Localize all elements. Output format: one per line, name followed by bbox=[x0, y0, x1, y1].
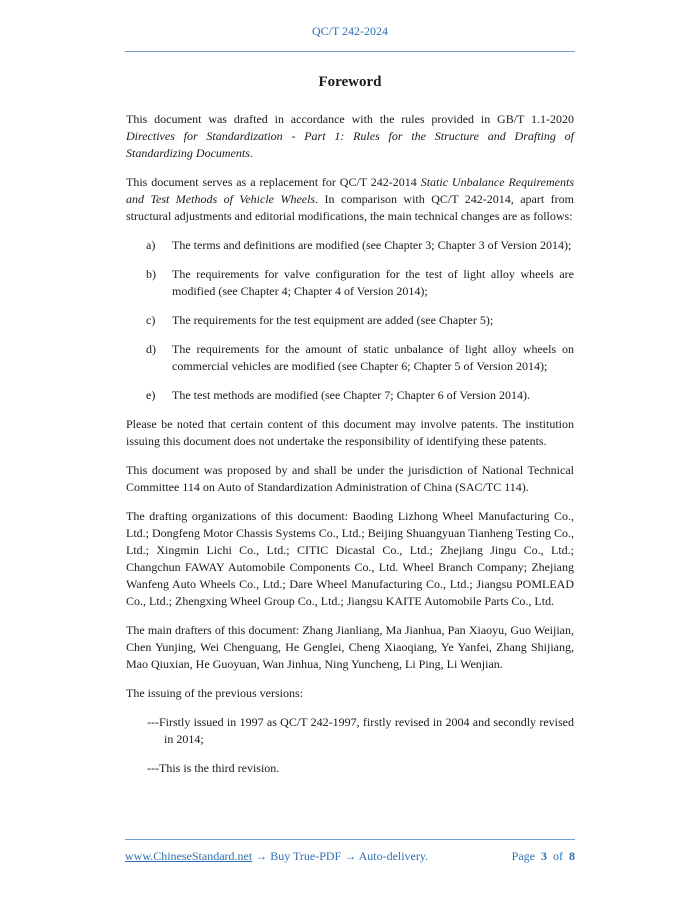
version-history-item: ---Firstly issued in 1997 as QC/T 242-1997, firstly revised in 2004 and secondly revised in 2014; bbox=[147, 715, 574, 746]
total-page-count: 8 bbox=[569, 849, 575, 863]
paragraph-previous-versions: The issuing of the previous versions: bbox=[126, 686, 303, 700]
cited-document-title: Directives for Standardization - Part 1: Rules for the Structure and Drafting of Standardizing Documents bbox=[126, 129, 574, 160]
list-item bbox=[146, 387, 574, 404]
list-item-text: The terms and definitions are modified (see Chapter 3; Chapter 3 of Version 2014); bbox=[172, 238, 572, 252]
list-marker: e) bbox=[146, 388, 156, 402]
document-number: QC/T 242-2024 bbox=[311, 24, 389, 38]
page-header bbox=[125, 24, 575, 52]
replaced-document-title: Static Unbalance Requirements and Test Methods of Vehicle Wheels bbox=[126, 175, 574, 206]
paragraph-proposed-by: This document was proposed by and shall be under the jurisdiction of National Technical Committee 114 on Auto of Standardization Administration of China (SAC/TC 114). bbox=[126, 463, 574, 494]
list-item bbox=[146, 266, 574, 300]
list-item-text: The requirements for the amount of static unbalance of light alloy wheels on commercial vehicles are modified (see Chapter 6; Chapter 5 of Version 2014); bbox=[172, 342, 574, 373]
page-indicator: Page 3 of 8 bbox=[511, 849, 575, 863]
list-marker: c) bbox=[146, 313, 156, 327]
footer-promo bbox=[125, 849, 428, 864]
list-marker: b) bbox=[146, 267, 156, 281]
list-item-text: The requirements for valve configuration for the test of light alloy wheels are modified (see Chapter 4; Chapter 4 of Version 2014); bbox=[172, 267, 574, 298]
paragraph-drafting-organizations: The drafting organizations of this document: Baoding Lizhong Wheel Manufacturing Co., Ltd.; Dongfeng Motor Chassis Systems Co., Ltd.; Beijing Shuangyuan Tianheng Testing Co., Ltd.; Xingmin Lichi Co., Ltd.; CITIC Dicastal Co., Ltd.; Zhejiang Jingu Co., Ltd.; Changchun FAWAY Automobile Components Co., Ltd. Wheel Branch Company; Zhejiang Wanfeng Auto Wheels Co., Ltd.; Dare Wheel Manufacturing Co., Ltd.; Jiangsu POMLEAD Co., Ltd.; Zhengxing Wheel Group Co., Ltd.; Jiangsu KAITE Automobile Parts Co., Ltd. bbox=[126, 509, 574, 608]
list-item-text: The requirements for the test equipment are added (see Chapter 5); bbox=[172, 313, 494, 327]
list-marker: d) bbox=[146, 342, 156, 356]
list-item bbox=[146, 312, 574, 329]
website-link[interactable]: www.ChineseStandard.net bbox=[125, 849, 253, 863]
current-page-number: 3 bbox=[541, 849, 547, 863]
list-item bbox=[146, 237, 574, 254]
paragraph-main-drafters: The main drafters of this document: Zhang Jianliang, Ma Jianhua, Pan Xiaoyu, Guo Weijian, Chen Yunjing, Wei Chenguang, He Genglei, Cheng Xiaoqiang, Ye Yanfei, Zhang Shijiang, Mao Qiuxian, He Guoyuan, Wan Jinhua, Ning Yuncheng, Li Ping, Li Wenjian. bbox=[126, 623, 574, 671]
paragraph-replacement: This document serves as a replacement for QC/T 242-2014 Static Unbalance Requirements and Test Methods of Vehicle Wheels. In comparison with QC/T 242-2014, apart from structural adjustments and editorial modifications, the main technical changes are as follows: bbox=[126, 175, 574, 223]
version-history-item: ---This is the third revision. bbox=[147, 761, 280, 775]
page-footer bbox=[125, 839, 575, 864]
document-body bbox=[126, 74, 574, 789]
footer-promo-text: → Buy True-PDF → Auto-delivery. bbox=[252, 849, 429, 863]
paragraph-drafting-rules: This document was drafted in accordance with the rules provided in GB/T 1.1-2020 Directives for Standardization - Part 1: Rules for the Structure and Drafting of Standardizing Documents. bbox=[126, 112, 574, 160]
list-item bbox=[146, 341, 574, 375]
list-item-text: The test methods are modified (see Chapter 7; Chapter 6 of Version 2014). bbox=[172, 388, 531, 402]
list-marker: a) bbox=[146, 238, 156, 252]
paragraph-patents: Please be noted that certain content of this document may involve patents. The institution issuing this document does not undertake the responsibility of identifying these patents. bbox=[126, 417, 574, 448]
page-title: Foreword bbox=[318, 74, 382, 90]
